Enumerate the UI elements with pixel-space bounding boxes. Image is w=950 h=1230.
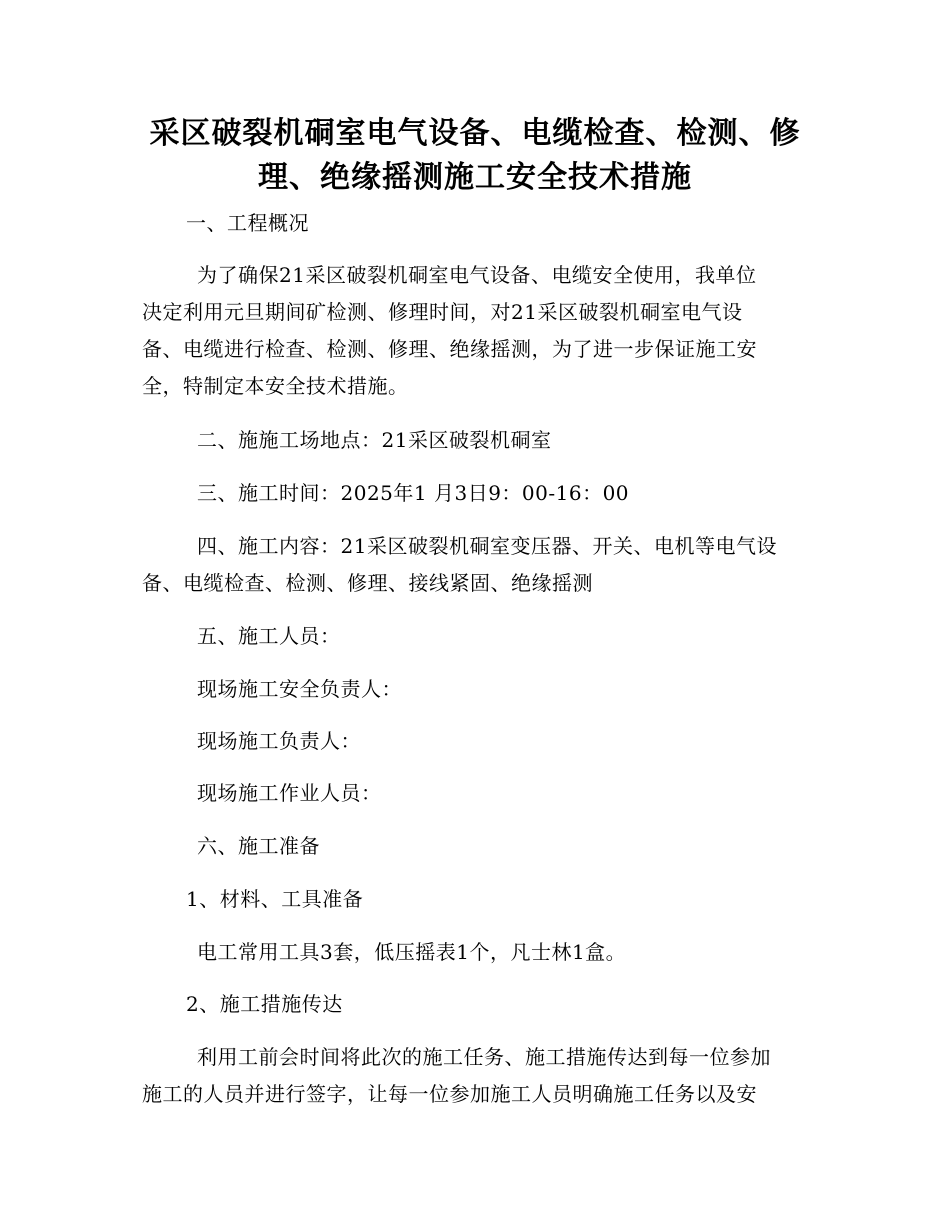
section-time: 三、施工时间：2025年1 月3日9：00-16：00	[197, 481, 630, 505]
paragraph-line: 备、电缆进行检查、检测、修理、绝缘摇测，为了进一步保证施工安	[142, 337, 757, 361]
title-line-1: 采区破裂机硐室电气设备、电缆检查、检测、修	[149, 116, 801, 151]
paragraph-line: 决定利用元旦期间矿检测、修理时间，对21采区破裂机硐室电气设	[142, 300, 743, 324]
subsection-briefing-heading: 2、施工措施传达	[186, 992, 343, 1016]
safety-responsible-label: 现场施工安全负责人：	[197, 677, 402, 701]
site-responsible-label: 现场施工负责人：	[197, 729, 361, 753]
materials-text: 电工常用工具3套，低压摇表1个，凡士林1盒。	[197, 940, 627, 964]
section-preparation: 六、施工准备	[197, 834, 320, 858]
subsection-materials-heading: 1、材料、工具准备	[186, 887, 364, 911]
title-line-2: 理、绝缘摇测施工安全技术措施	[258, 160, 692, 195]
paragraph-line: 利用工前会时间将此次的施工任务、施工措施传达到每一位参加	[197, 1045, 771, 1069]
site-workers-label: 现场施工作业人员：	[197, 781, 382, 805]
section-site: 二、施施工场地点：21采区破裂机硐室	[197, 428, 552, 452]
section-content-line: 四、施工内容：21采区破裂机硐室变压器、开关、电机等电气设	[197, 534, 777, 558]
section-content-line: 备、电缆检查、检测、修理、接线紧固、绝缘摇测	[142, 571, 593, 595]
paragraph-line: 为了确保21采区破裂机硐室电气设备、电缆安全使用，我单位	[197, 263, 757, 287]
document-title	[100, 112, 850, 200]
paragraph-line: 全，特制定本安全技术措施。	[142, 374, 409, 398]
section-personnel: 五、施工人员：	[197, 624, 341, 648]
paragraph-line: 施工的人员并进行签字，让每一位参加施工人员明确施工任务以及安	[142, 1082, 757, 1106]
section-heading-overview: 一、工程概况	[186, 211, 309, 235]
